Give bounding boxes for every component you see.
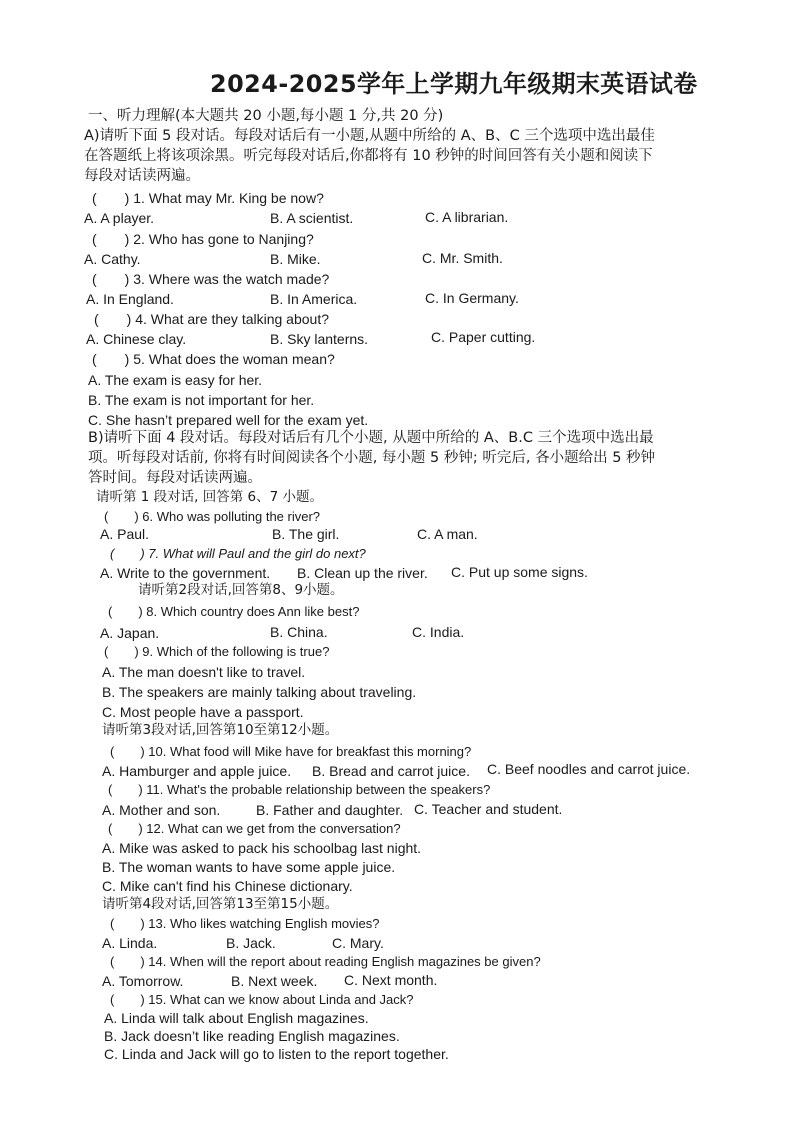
section-heading: 一、听力理解(本大题共 20 小题,每小题 1 分,共 20 分) [88,108,444,124]
question-2-option-a[interactable]: A. Cathy. [84,251,141,267]
question-14-option-b[interactable]: B. Next week. [231,973,318,989]
question-4-option-a[interactable]: A. Chinese clay. [86,331,187,347]
question-12-option-a[interactable]: A. Mike was asked to pack his schoolbag last night. [102,840,422,856]
question-6-option-c[interactable]: C. A man. [417,526,478,542]
question-8-stem: ( ) 8. Which country does Ann like best? [108,604,360,619]
question-6-option-a[interactable]: A. Paul. [100,526,150,542]
question-15-option-b[interactable]: B. Jack doesn’t like reading English magazines. [104,1028,400,1044]
question-10-option-c[interactable]: C. Beef noodles and carrot juice. [487,761,691,777]
dialogue-2-note: 请听第2段对话,回答第8、9小题。 [138,582,344,598]
question-13-option-a[interactable]: A. Linda. [102,935,158,951]
question-14-option-a[interactable]: A. Tomorrow. [102,973,184,989]
question-6-option-b[interactable]: B. The girl. [272,526,340,542]
question-5-option-b[interactable]: B. The exam is not important for her. [88,392,315,408]
question-3-option-a[interactable]: A. In England. [86,291,174,307]
question-10-option-a[interactable]: A. Hamburger and apple juice. [102,763,292,779]
question-2-option-c[interactable]: C. Mr. Smith. [422,250,503,266]
question-1-stem: ( ) 1. What may Mr. King be now? [92,190,324,206]
part-b-instruction-3: 答时间。每段对话读两遍。 [88,470,262,486]
question-12-option-c[interactable]: C. Mike can't find his Chinese dictionary. [102,878,353,894]
question-4-stem: ( ) 4. What are they talking about? [94,311,329,327]
question-11-option-a[interactable]: A. Mother and son. [102,802,221,818]
question-1-option-b[interactable]: B. A scientist. [270,210,354,226]
question-12-stem: ( ) 12. What can we get from the conversation? [108,821,401,836]
question-10-option-b[interactable]: B. Bread and carrot juice. [312,763,470,779]
part-b-instruction-2: 项。听每段对话前, 你将有时间阅读各个小题, 每小题 5 秒钟; 听完后, 各小题给出 5 秒钟 [88,450,656,466]
part-b-instruction-1: B)请听下面 4 段对话。每段对话后有几个小题, 从题中所给的 A、B.C 三个选项中选出最 [88,430,654,446]
part-a-instruction-3: 每段对话读两遍。 [84,168,200,184]
page-title: 2024-2025学年上学期九年级期末英语试卷 [210,70,698,98]
question-5-option-c[interactable]: C. She hasn’t prepared well for the exam yet. [88,412,369,428]
question-14-stem: ( ) 14. When will the report about reading English magazines be given? [110,954,541,969]
question-2-stem: ( ) 2. Who has gone to Nanjing? [92,231,314,247]
question-10-stem: ( ) 10. What food will Mike have for breakfast this morning? [110,744,472,759]
question-8-option-b[interactable]: B. China. [270,624,328,640]
question-15-option-a[interactable]: A. Linda will talk about English magazines. [104,1010,369,1026]
question-11-option-c[interactable]: C. Teacher and student. [414,801,563,817]
question-4-option-b[interactable]: B. Sky lanterns. [270,331,369,347]
question-7-option-a[interactable]: A. Write to the government. [100,565,271,581]
question-5-option-a[interactable]: A. The exam is easy for her. [88,372,263,388]
question-9-option-b[interactable]: B. The speakers are mainly talking about traveling. [102,684,417,700]
question-8-option-c[interactable]: C. India. [412,624,465,640]
question-15-stem: ( ) 15. What can we know about Linda and Jack? [110,992,414,1007]
question-13-stem: ( ) 13. Who likes watching English movies? [110,916,380,931]
question-6-stem: ( ) 6. Who was polluting the river? [104,509,321,524]
question-9-option-c[interactable]: C. Most people have a passport. [102,704,304,720]
part-a-instruction-1: A)请听下面 5 段对话。每段对话后有一小题,从题中所给的 A、B、C 三个选项中选出最佳 [84,128,655,144]
question-8-option-a[interactable]: A. Japan. [100,625,160,641]
question-9-stem: ( ) 9. Which of the following is true? [104,644,330,659]
question-7-option-c[interactable]: C. Put up some signs. [451,564,588,580]
part-a-instruction-2: 在答题纸上将该项涂黑。听完每段对话后,你都将有 10 秒钟的时间回答有关小题和阅读下 [84,148,653,164]
question-12-option-b[interactable]: B. The woman wants to have some apple juice. [102,859,396,875]
question-13-option-b[interactable]: B. Jack. [226,935,276,951]
question-13-option-c[interactable]: C. Mary. [332,935,384,951]
question-5-stem: ( ) 5. What does the woman mean? [92,351,335,367]
question-1-option-a[interactable]: A. A player. [84,210,155,226]
question-3-option-c[interactable]: C. In Germany. [425,290,519,306]
question-11-stem: ( ) 11. What's the probable relationship between the speakers? [108,782,491,797]
question-7-stem: ( ) 7. What will Paul and the girl do next? [110,546,366,561]
dialogue-3-note: 请听第3段对话,回答第10至第12小题。 [102,722,339,738]
question-9-option-a[interactable]: A. The man doesn't like to travel. [102,664,306,680]
question-7-option-b[interactable]: B. Clean up the river. [297,565,428,581]
question-4-option-c[interactable]: C. Paper cutting. [431,329,536,345]
dialogue-1-note: 请听第 1 段对话, 回答第 6、7 小题。 [96,489,324,505]
question-11-option-b[interactable]: B. Father and daughter. [256,802,404,818]
dialogue-4-note: 请听第4段对话,回答第13至第15小题。 [102,896,339,912]
question-1-option-c[interactable]: C. A librarian. [425,209,509,225]
question-14-option-c[interactable]: C. Next month. [344,972,438,988]
question-2-option-b[interactable]: B. Mike. [270,251,321,267]
question-15-option-c[interactable]: C. Linda and Jack will go to listen to the report together. [104,1046,449,1062]
question-3-stem: ( ) 3. Where was the watch made? [92,271,330,287]
question-3-option-b[interactable]: B. In America. [270,291,358,307]
